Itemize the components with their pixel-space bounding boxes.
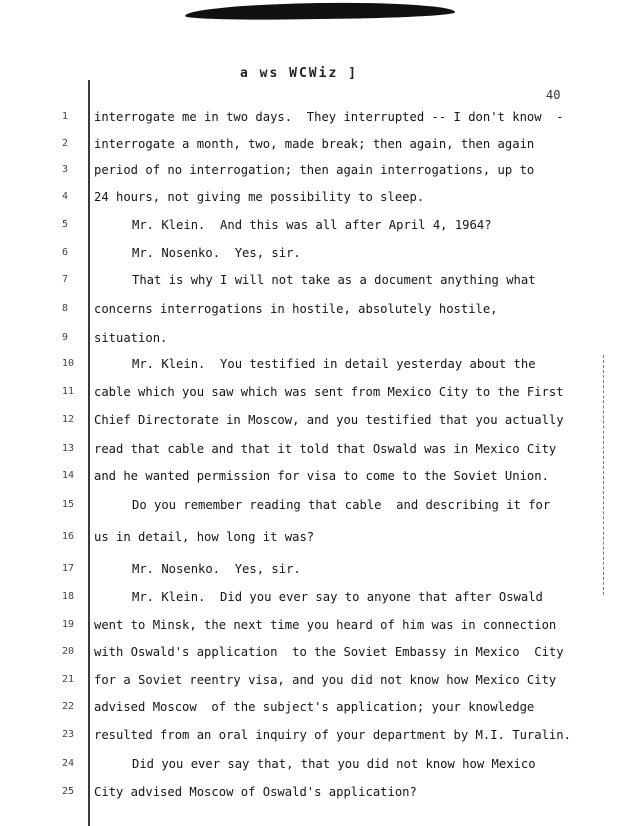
line-number: 5 — [62, 219, 69, 230]
transcript-line: interrogate a month, two, made break; then again, then again — [94, 137, 535, 151]
transcript-line: advised Moscow of the subject's application; your knowledge — [94, 700, 535, 714]
line-number: 24 — [62, 758, 75, 769]
transcript-line: concerns interrogations in hostile, absolutely hostile, — [94, 302, 498, 316]
transcript-line: read that cable and that it told that Oswald was in Mexico City — [94, 442, 557, 456]
transcript-line: for a Soviet reentry visa, and you did not know how Mexico City — [94, 673, 557, 687]
transcript-line: situation. — [94, 331, 168, 345]
scan-smudge — [185, 1, 455, 21]
transcript-line: us in detail, how long it was? — [94, 530, 315, 544]
transcript-line: Mr. Klein. You testified in detail yesterday about the — [132, 357, 536, 371]
line-number: 8 — [62, 303, 69, 314]
transcript-line: Mr. Nosenko. Yes, sir. — [132, 562, 301, 576]
transcript-line: and he wanted permission for visa to come to the Soviet Union. — [94, 469, 549, 483]
transcript-line: resulted from an oral inquiry of your department by M.I. Turalin. — [94, 728, 571, 742]
line-number: 11 — [62, 386, 75, 397]
line-number: 12 — [62, 414, 75, 425]
line-number: 20 — [62, 646, 75, 657]
transcript-line: period of no interrogation; then again interrogations, up to — [94, 163, 535, 177]
transcript-line: interrogate me in two days. They interrupted -- I don't know - — [94, 110, 564, 124]
line-number: 21 — [62, 674, 75, 685]
line-number: 14 — [62, 470, 75, 481]
header-mark: a ws WCWiz ] — [240, 66, 358, 81]
line-number: 17 — [62, 563, 75, 574]
line-number: 13 — [62, 443, 75, 454]
transcript-line: That is why I will not take as a document anything what — [132, 273, 536, 287]
transcript-line: Mr. Klein. And this was all after April 4, 1964? — [132, 218, 492, 232]
transcript-line: Did you ever say that, that you did not know how Mexico — [132, 757, 536, 771]
transcript-line: Mr. Klein. Did you ever say to anyone that after Oswald — [132, 590, 543, 604]
page-number: 40 — [546, 88, 561, 102]
line-number: 18 — [62, 591, 75, 602]
line-number: 19 — [62, 619, 75, 630]
line-number: 16 — [62, 531, 75, 542]
line-number: 23 — [62, 729, 75, 740]
line-number: 15 — [62, 499, 75, 510]
line-number: 6 — [62, 247, 69, 258]
transcript-line: City advised Moscow of Oswald's application? — [94, 785, 417, 799]
transcript-line: Mr. Nosenko. Yes, sir. — [132, 246, 301, 260]
transcript-line: Do you remember reading that cable and describing it for — [132, 498, 551, 512]
transcript-line: Chief Directorate in Moscow, and you testified that you actually — [94, 413, 564, 427]
line-number: 4 — [62, 191, 69, 202]
left-margin-rule — [88, 80, 90, 826]
transcript-line: went to Minsk, the next time you heard of him was in connection — [94, 618, 557, 632]
transcript-line: 24 hours, not giving me possibility to sleep. — [94, 190, 425, 204]
line-number: 22 — [62, 701, 75, 712]
line-number: 9 — [62, 332, 69, 343]
line-number: 1 — [62, 111, 69, 122]
right-margin-rule — [603, 355, 604, 595]
line-number: 3 — [62, 164, 69, 175]
transcript-line: cable which you saw which was sent from Mexico City to the First — [94, 385, 564, 399]
transcript-line: with Oswald's application to the Soviet Embassy in Mexico City — [94, 645, 564, 659]
line-number: 2 — [62, 138, 69, 149]
line-number: 10 — [62, 358, 75, 369]
line-number: 7 — [62, 274, 69, 285]
line-number: 25 — [62, 786, 75, 797]
